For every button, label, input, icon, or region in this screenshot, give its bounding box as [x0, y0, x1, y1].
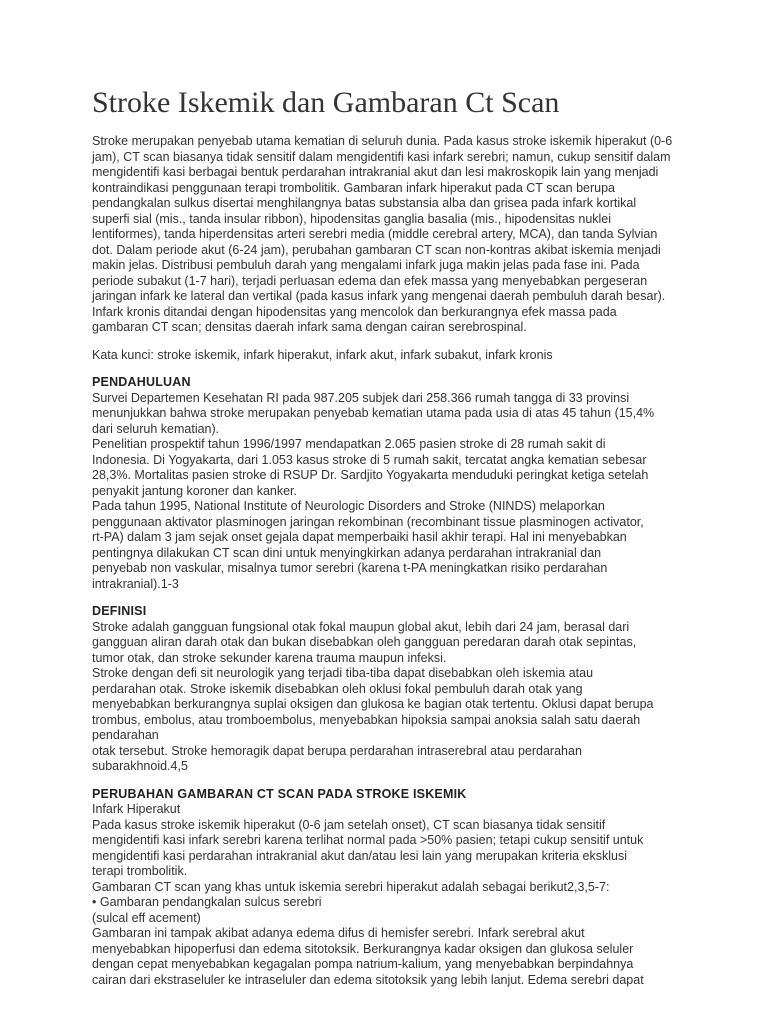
section-heading: DEFINISI	[92, 604, 147, 618]
body-line: menyebabkan berkurangnya suplai oksigen dan glukosa ke bagian otak tertentu. Oklusi dapat berupa	[92, 697, 654, 711]
body-line: Survei Departemen Kesehatan RI pada 987.205 subjek dari 258.366 rumah tangga di 33 provinsi	[92, 390, 630, 405]
body-line: Gambaran ini tampak akibat adanya edema difus di hemisfer serebri. Infark serebral akut	[92, 926, 585, 940]
keywords-line: Kata kunci: stroke iskemik, infark hiperakut, infark akut, infark subakut, infark kronis	[92, 347, 553, 362]
body-line: pendarahan	[92, 728, 159, 742]
subheading-line: Infark Hiperakut	[92, 802, 181, 816]
body-line: terapi trombolitik.	[92, 864, 188, 878]
body-line: tumor otak, dan stroke sekunder karena trauma maupun infeksi.	[92, 650, 447, 665]
body-line: Stroke dengan defi sit neurologik yang terjadi tiba-tiba dapat disebabkan oleh iskemia atau	[92, 666, 594, 680]
body-line: intrakranial).1-3	[92, 576, 179, 591]
body-line: dari seluruh kematian).	[92, 421, 220, 436]
body-line: trombus, embolus, atau tromboembolus, menyebabkan hipoksia sampai anoksia salah satu daerah	[92, 712, 641, 727]
body-line: perdarahan otak. Stroke iskemik disebabkan oleh oklusi fokal pembuluh darah otak yang	[92, 681, 583, 696]
abstract-paragraph: Stroke merupakan penyebab utama kematian di seluruh dunia. Pada kasus stroke iskemik hiperakut (0-6 jam), CT scan biasanya tidak sensitif dalam mengidentifi kasi infark serebri; namun, cukup sensitif dalam mengidentifi kasi berbagai bentuk perdarahan intrakranial akut dan lesi makroskopik lain yang menjadi kontraindikasi penggunaan terapi trombolitik. Gambaran infark hiperakut pada CT scan berupa pendangkalan sulkus disertai menghilangnya batas substansia alba dan grisea pada infark kortikal superfi sial (mis., tanda insular ribbon), hipodensitas ganglia basalia (mis., hipodensitas nuklei lentiformes), tanda hiperdensitas arteri serebri media (middle cerebral artery, MCA), dan tanda Sylvian dot. Dalam periode akut (6-24 jam), perubahan gambaran CT scan non-kontras akibat iskemia menjadi makin jelas. Distribusi pembuluh darah yang mengalami infark juga makin jelas pada fase ini. Pada periode subakut (1-7 hari), terjadi perluasan edema dan efek massa yang menyebabkan pergeseran jaringan infark ke lateral dan vertikal (pada kasus infark yang mengenai daerah pembuluh darah besar). Infark kronis ditandai dengan hipodensitas yang mencolok dan berkurangnya efek massa pada gambaran CT scan; densitas daerah infark sama dengan cairan serebrospinal.	[92, 134, 673, 334]
body-line: mengidentifi kasi perdarahan intrakranial akut dan/atau lesi lain yang merupakan kriteria eksklusi	[92, 848, 628, 863]
body-line: cairan dari ekstraseluler ke intraseluler dan edema sitotoksik yang lebih lanjut. Edema serebri dapat	[92, 972, 644, 987]
section-heading: PENDAHULUAN	[92, 375, 191, 389]
section-body	[92, 802, 676, 988]
body-line: mengidentifi kasi infark serebri karena terlihat normal pada >50% pasien; tetapi cukup sensitif untuk	[92, 833, 644, 847]
body-line: subarakhnoid.4,5	[92, 759, 188, 773]
body-line: penggunaan aktivator plasminogen jaringan rekombinan (recombinant tissue plasminogen activator,	[92, 514, 644, 529]
body-line: pentingnya dilakukan CT scan dini untuk menyingkirkan adanya perdarahan intrakranial dan	[92, 545, 602, 560]
section-perubahan-gambaran	[92, 787, 676, 989]
body-line: otak tersebut. Stroke hemoragik dapat berupa perdarahan intraserebral atau perdarahan	[92, 743, 582, 758]
bullet-line: • Gambaran pendangkalan sulcus serebri	[92, 895, 322, 909]
body-line: Penelitian prospektif tahun 1996/1997 mendapatkan 2.065 pasien stroke di 28 rumah sakit di	[92, 437, 606, 451]
body-line: Gambaran CT scan yang khas untuk iskemia serebri hiperakut adalah sebagai berikut2,3,5-7:	[92, 879, 610, 894]
body-line: Stroke adalah gangguan fungsional otak fokal maupun global akut, lebih dari 24 jam, berasal dari	[92, 619, 630, 634]
body-line: Pada kasus stroke iskemik hiperakut (0-6 jam setelah onset), CT scan biasanya tidak sensitif	[92, 817, 606, 832]
section-definisi	[92, 604, 676, 775]
body-line: dengan cepat menyebabkan kegagalan pompa natrium-kalium, yang menyebabkan berpindahnya	[92, 957, 634, 971]
body-line: (sulcal eff acement)	[92, 910, 201, 925]
section-heading: PERUBAHAN GAMBARAN CT SCAN PADA STROKE ISKEMIK	[92, 786, 467, 801]
body-line: Indonesia. Di Yogyakarta, dari 1.053 kasus stroke di 5 rumah sakit, tercatat angka kematian sebesar	[92, 452, 647, 467]
section-pendahuluan	[92, 375, 676, 592]
body-line: Pada tahun 1995, National Institute of Neurologic Disorders and Stroke (NINDS) melaporkan	[92, 499, 605, 513]
section-body	[92, 620, 676, 775]
body-line: rt-PA) dalam 3 jam sejak onset gejala dapat memperbaiki hasil akhir terapi. Hal ini menyebabkan	[92, 530, 627, 544]
section-body	[92, 391, 676, 593]
body-line: menyebabkan hipoperfusi dan edema sitotoksik. Berkurangnya kadar oksigen dan glukosa seluler	[92, 941, 634, 956]
body-line: penyakit jantung koroner dan kanker.	[92, 483, 297, 498]
document-title: Stroke Iskemik dan Gambaran Ct Scan	[92, 86, 560, 119]
body-line: gangguan aliran darah otak dan bukan disebabkan oleh gangguan peredaran darah otak sepintas,	[92, 635, 637, 649]
body-line: 28,3%. Mortalitas pasien stroke di RSUP Dr. Sardjito Yogyakarta menduduki peringkat ketiga setelah	[92, 468, 649, 482]
body-line: penyebab non vaskular, misalnya tumor serebri (karena t-PA meningkatkan risiko perdarahan	[92, 561, 608, 575]
body-line: menunjukkan bahwa stroke merupakan penyebab kematian utama pada usia di atas 45 tahun (15,4%	[92, 406, 655, 420]
